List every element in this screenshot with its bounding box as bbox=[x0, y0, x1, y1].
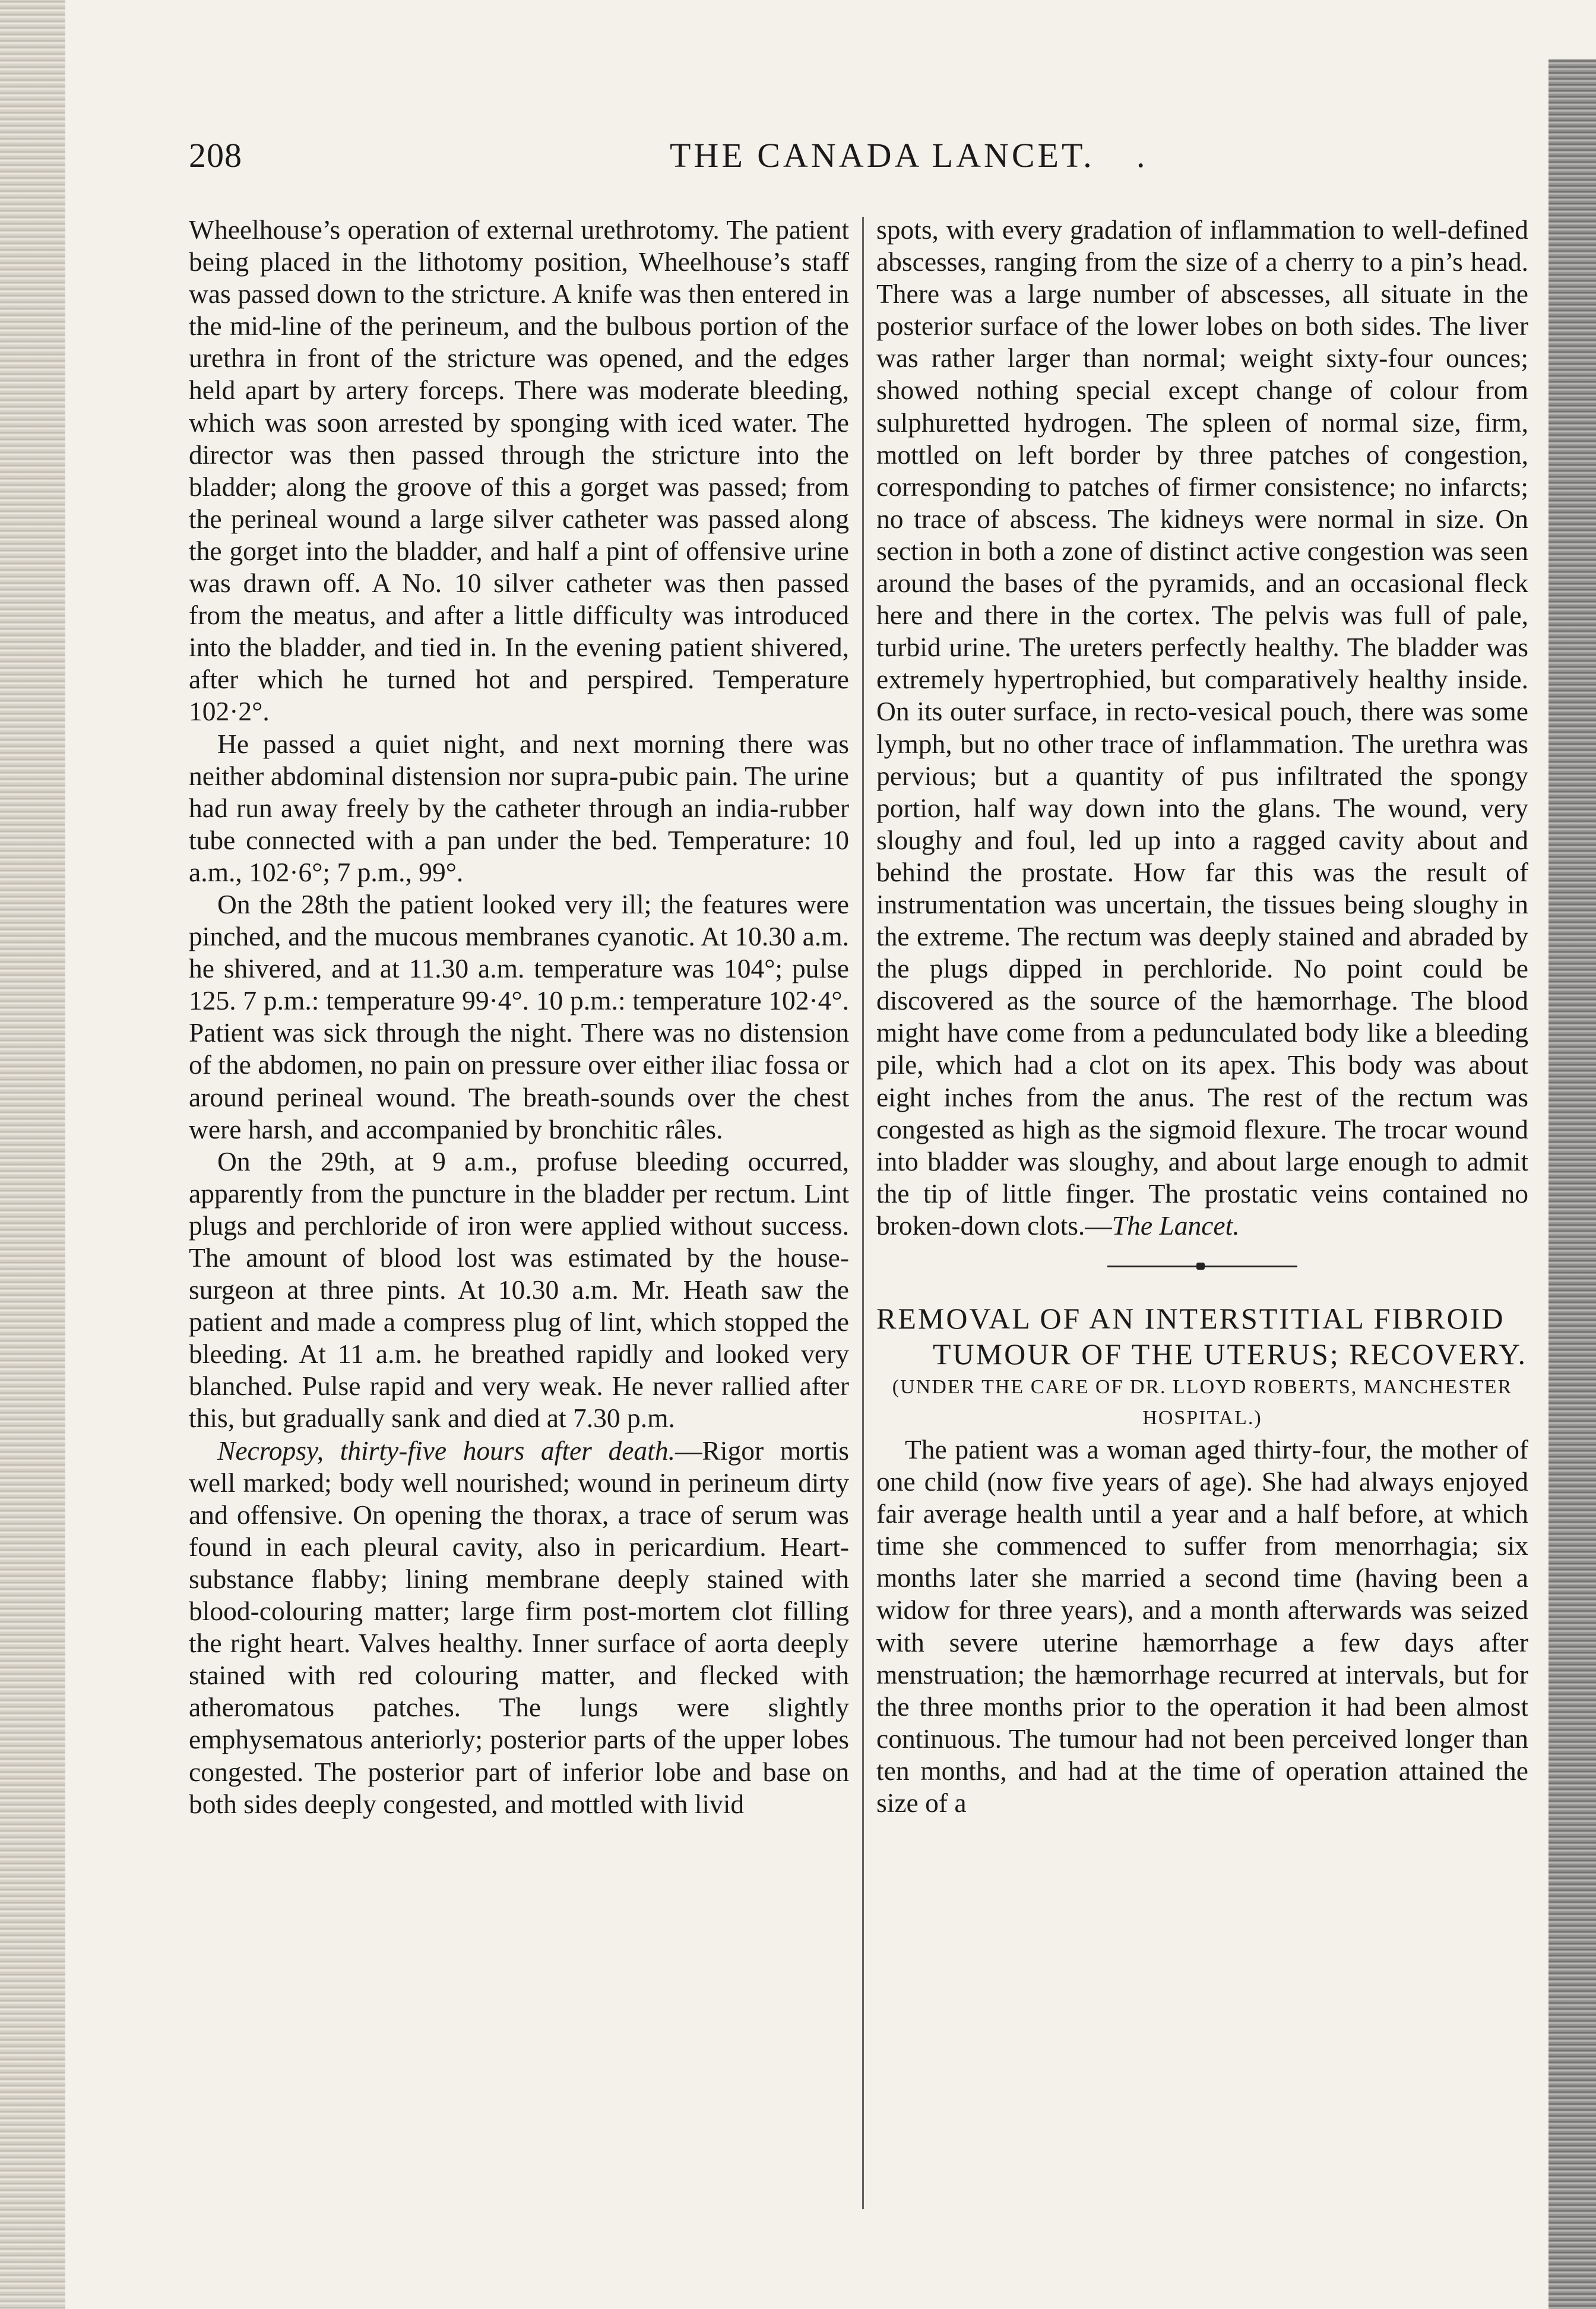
section-title: REMOVAL OF AN INTERSTITIAL FIBROID TUMOUR OF THE UTERUS; RECOVERY. bbox=[876, 1302, 1527, 1371]
body-paragraph: On the 28th the patient looked very ill; the features were pinched, and the mucous membranes cyanotic. At 10.30 a.m. he shivered, and at 11.30 a.m. temperature was 104°; pulse 125. 7 p.m.: temperature 99·4°. 10 p.m.: temperature 102·4°. Patient was sick through the night. There was no distension of the abdomen, no pain on pressure over either iliac fossa or around perineal wound. The breath-sounds over the chest were harsh, and accompanied by bronchitic râles. bbox=[189, 888, 849, 1144]
column-rule bbox=[862, 217, 864, 2209]
header-trailing-mark: . bbox=[1136, 136, 1145, 175]
body-paragraph: He passed a quiet night, and next morning there was neither abdominal distension nor supra-pubic pain. The urine had run away freely by the catheter through an india-rubber tube connected with a pan under the bed. Temperature: 10 a.m., 102·6°; 7 p.m., 99°. bbox=[189, 728, 849, 887]
source-citation: The Lancet. bbox=[1112, 1210, 1240, 1241]
scanned-page-edge-left bbox=[0, 0, 65, 2309]
source-dash: — bbox=[1085, 1210, 1112, 1241]
right-column bbox=[876, 214, 1528, 1819]
necropsy-heading: Necropsy, thirty-five hours after death. bbox=[217, 1435, 675, 1466]
body-paragraph: Wheelhouse’s operation of external urethrotomy. The patient being placed in the lithotomy position, Wheelhouse’s staff was passed down to the stricture. A knife was then entered in the mid-line of the perineum, and the bulbous portion of the urethra in front of the stricture was opened, and the edges held apart by artery forceps. There was moderate bleeding, which was soon arrested by sponging with iced water. The director was then passed through the stricture into the bladder; along the groove of this a gorget was passed; from the perineal wound a large silver catheter was passed along the gorget into the bladder, and half a pint of offensive urine was drawn off. A No. 10 silver catheter was then passed from the meatus, and after a little difficulty was introduced into the bladder, and tied in. In the evening patient shivered, after which he turned hot and perspired. Temperature 102·2°. bbox=[189, 214, 849, 727]
running-header bbox=[189, 135, 1548, 189]
journal-title: THE CANADA LANCET. bbox=[670, 136, 1095, 175]
necropsy-continuation: spots, with every gradation of inflammation to well-defined abscesses, ranging from the size of a cherry to a pin’s head. There was a large number of abscesses, all situate in the posterior surface of the lower lobes on both sides. The liver was rather larger than normal; weight sixty-four ounces; showed nothing special except change of colour from sulphuretted hydrogen. The spleen of normal size, firm, mottled on left border by three patches of congestion, corresponding to patches of firmer consistence; no infarcts; no trace of abscess. The kidneys were normal in size. On section in both a zone of distinct active congestion was seen around the bases of the pyramids, and an occasional fleck here and there in the cortex. The pelvis was full of pale, turbid urine. The ureters perfectly healthy. The bladder was extremely hypertrophied, but comparatively healthy inside. On its outer surface, in recto-vesical pouch, there was some lymph, but no other trace of inflammation. The urethra was pervious; but a quantity of pus infiltrated the spongy portion, half way down into the glans. The wound, very sloughy and foul, led up into a ragged cavity about and behind the prostate. How far this was the result of instrumentation was uncertain, the tissues being sloughy in the extreme. The rectum was deeply stained and abraded by the plugs dipped in perchloride. No point could be discovered as the source of the hæmorrhage. The blood might have come from a pedunculated body like a bleeding pile, which had a clot on its apex. This body was about eight inches from the anus. The rest of the rectum was congested as high as the sigmoid flexure. The trocar wound into bladder was sloughy, and about large enough to admit the tip of little finger. The prostatic veins contained no broken-down clots. bbox=[876, 214, 1528, 1241]
left-column bbox=[189, 214, 849, 1820]
necropsy-paragraph bbox=[189, 1435, 849, 1820]
section-separator bbox=[1107, 1266, 1297, 1267]
necropsy-text: —Rigor mortis well marked; body well nourished; wound in perineum dirty and offensive. On opening the thorax, a trace of serum was found in each pleural cavity, also in pericardium. Heart-substance flabby; lining membrane deeply stained with blood-colouring matter; large firm post-mortem clot filling the right heart. Valves healthy. Inner surface of aorta deeply stained with red colouring matter, and flecked with atheromatous patches. The lungs were slightly emphysematous anteriorly; posterior parts of the upper lobes congested. The posterior part of inferior lobe and base on both sides deeply congested, and mottled with livid bbox=[189, 1435, 849, 1819]
body-paragraph bbox=[876, 214, 1528, 1242]
section-subtitle: (UNDER THE CARE OF DR. LLOYD ROBERTS, MANCHESTER HOSPITAL.) bbox=[892, 1376, 1513, 1429]
scanned-page-edge-right bbox=[1548, 59, 1596, 2309]
body-paragraph: On the 29th, at 9 a.m., profuse bleeding occurred, apparently from the puncture in the bladder per rectum. Lint plugs and perchloride of iron were applied without success. The amount of blood lost was estimated by the house-surgeon at three pints. At 10.30 a.m. Mr. Heath saw the patient and made a compress plug of lint, which stopped the bleeding. At 11 a.m. he breathed rapidly and looked very blanched. Pulse rapid and very weak. He never rallied after this, but gradually sank and died at 7.30 p.m. bbox=[189, 1146, 849, 1434]
body-paragraph: The patient was a woman aged thirty-four, the mother of one child (now five years of age). She had always enjoyed fair average health until a year and a half before, at which time she commenced to suffer from menorrhagia; six months later she married a second time (having been a widow for three years), and a month afterwards was seized with severe uterine hæmorrhage a few days after menstruation; the hæmorrhage recurred at intervals, but for the three months prior to the operation it had been almost continuous. The tumour had not been perceived longer than ten months, and had at the time of operation attained the size of a bbox=[876, 1434, 1528, 1818]
page-number: 208 bbox=[189, 136, 242, 175]
